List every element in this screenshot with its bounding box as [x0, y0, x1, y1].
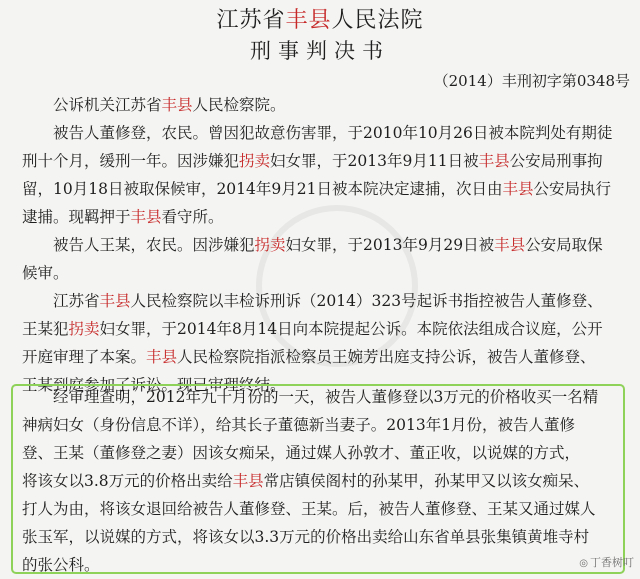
- court-title-court: 人民法院: [331, 8, 424, 33]
- text-segment: 经审理查明，2012年九十月份的一天，被告人董修登以3万元的价格收买一名精: [53, 388, 599, 406]
- body-text: [22, 91, 630, 399]
- text-segment: 公安局刑事拘: [509, 152, 603, 170]
- text-segment: 人民检察院指派检察员王婉芳出庭支持公诉，被告人董修登、: [177, 348, 596, 366]
- highlighted-term: 丰县: [146, 348, 178, 366]
- text-segment: 留，10月18日被取保候审，2014年9月21日被本院决定逮捕，次日由: [22, 180, 503, 198]
- text-segment: 常店镇侯阁村的孙某甲，孙某甲又以该女痴呆、: [263, 472, 590, 490]
- text-segment: 神病妇女（身份信息不详），给其长子董德新当妻子。2013年1月份，被告人董修: [22, 416, 576, 434]
- text-segment: 江苏省: [53, 292, 100, 310]
- text-line: [22, 551, 630, 579]
- highlighted-term: 丰县: [502, 180, 534, 198]
- highlighted-term: 丰县: [130, 208, 162, 226]
- text-line: [22, 119, 630, 147]
- text-segment: 张玉军，以说媒的方式，将该女以3.3万元的价格出卖给山东省单县张集镇黄堆寺村: [22, 528, 590, 546]
- text-segment: 被告人董修登，农民。曾因犯故意伤害罪，于2010年10月26日被本院判处有期徒: [53, 124, 613, 142]
- text-line: [22, 343, 630, 371]
- text-segment: 妇女罪，于2013年9月11日被: [270, 152, 479, 170]
- text-line: [22, 439, 630, 467]
- watermark-text: 丁香树叮: [590, 556, 634, 569]
- text-line: [22, 147, 630, 175]
- text-segment: 妇女罪，于2014年8月14日向本院提起公诉。本院依法组成合议庭，公开: [99, 320, 603, 338]
- text-line: [22, 231, 630, 259]
- text-segment: 被告人王某，农民。因涉嫌犯: [53, 236, 255, 254]
- weibo-icon: ◎: [579, 558, 588, 569]
- text-line: [22, 315, 630, 343]
- text-line: [22, 383, 630, 411]
- text-segment: 刑十个月，缓刑一年。因涉嫌犯: [22, 152, 240, 170]
- watermark: [579, 554, 634, 570]
- highlighted-term: 拐卖: [239, 152, 271, 170]
- text-segment: 将该女以3.8万元的价格出卖给: [22, 472, 233, 490]
- text-segment: 逮捕。现羁押于: [22, 208, 131, 226]
- text-segment: 妇女罪，于2013年9月29日被: [285, 236, 495, 254]
- text-segment: 候审。: [22, 264, 69, 282]
- text-line: [22, 175, 630, 203]
- text-line: [22, 203, 630, 231]
- text-segment: 公诉机关江苏省: [53, 96, 162, 114]
- highlighted-term: 拐卖: [254, 236, 286, 254]
- highlighted-term: 丰县: [161, 96, 193, 114]
- document-type: 刑事判决书: [250, 39, 390, 63]
- text-line: [22, 411, 630, 439]
- text-segment: 人民检察院。: [192, 96, 286, 114]
- text-segment: 的张公科。: [22, 556, 100, 574]
- text-segment: 登、王某（董修登之妻）因该女痴呆，通过媒人孙敦才、董正收，以说媒的方式，: [22, 444, 581, 462]
- highlighted-term: 丰县: [232, 472, 264, 490]
- case-number: （2014）丰刑初字第0348号: [433, 72, 630, 90]
- findings-text: [22, 383, 630, 579]
- highlighted-term: 丰县: [494, 236, 526, 254]
- text-line: [22, 287, 630, 315]
- court-title: [0, 8, 640, 34]
- highlighted-term: 丰县: [99, 292, 131, 310]
- text-line: [22, 523, 630, 551]
- text-line: [22, 495, 630, 523]
- highlighted-term: 丰县: [478, 152, 510, 170]
- text-segment: 人民检察院以丰检诉刑诉（2014）323号起诉书指控被告人董修登、: [130, 292, 603, 310]
- text-line: [22, 259, 630, 287]
- text-line: [22, 467, 630, 495]
- court-title-county: 丰县: [285, 8, 332, 33]
- text-segment: 公安局执行: [533, 180, 612, 198]
- text-segment: 王某到庭参加了诉讼。现已审理终结。: [22, 376, 286, 394]
- court-title-province: 江苏省: [216, 8, 286, 33]
- text-segment: 开庭审理了本案。: [22, 348, 147, 366]
- text-segment: 王某犯: [22, 320, 69, 338]
- text-segment: 看守所。: [161, 208, 224, 226]
- highlighted-term: 拐卖: [68, 320, 100, 338]
- text-segment: 公安局取保: [525, 236, 603, 254]
- text-line: [22, 91, 630, 119]
- text-segment: 打人为由，将该女退回给被告人董修登、王某。后，被告人董修登、王某又通过媒人: [22, 500, 596, 518]
